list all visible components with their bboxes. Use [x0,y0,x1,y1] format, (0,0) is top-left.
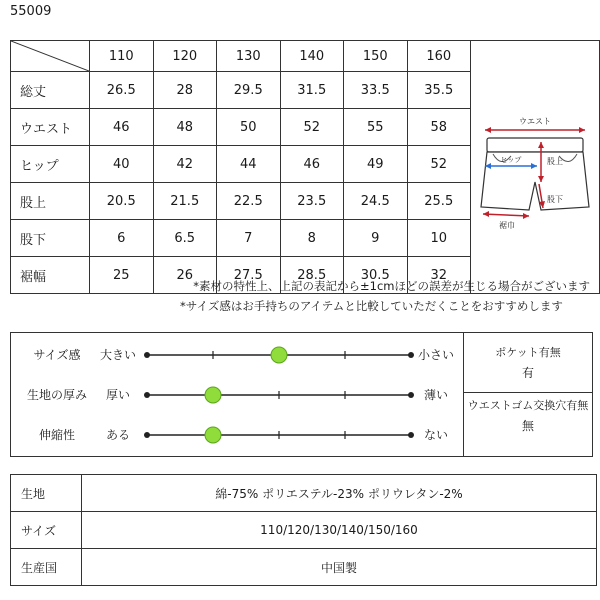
feel-row-size [11,345,463,365]
scale-end-dot [408,352,414,358]
scale-end-dot [408,392,414,398]
scale-end-dot [144,392,150,398]
feel-scale [139,385,419,405]
table-cell: 30.5 [344,257,408,294]
pocket-title: ポケット有無 [495,345,561,359]
table-cell: 9 [344,220,408,257]
notes [170,276,590,316]
table-cell: 28 [153,72,217,109]
spec-key: サイズ [11,512,82,549]
table-cell: 50 [217,109,281,146]
spec-value: 110/120/130/140/150/160 [82,512,597,549]
feel-right-label: 薄い [423,388,448,402]
table-cell: 6.5 [153,220,217,257]
spec-table [10,474,597,586]
table-cell: 26 [153,257,217,294]
table-cell: 25.5 [407,183,471,220]
scale-marker [205,387,221,403]
scale-end-dot [144,352,150,358]
scale-end-dot [408,432,414,438]
hem-arrow [483,214,529,216]
table-cell: 49 [344,146,408,183]
table-cell: 8 [280,220,344,257]
feel-right-label: 小さい [417,348,454,362]
pocket-value: 有 [521,365,534,380]
spec-row [11,512,597,549]
table-cell: 27.5 [217,257,281,294]
table-cell: 52 [407,146,471,183]
size-header: 160 [407,41,471,72]
table-cell: 52 [280,109,344,146]
feel-label: 伸縮性 [38,428,75,442]
feel-row-stretch [11,425,463,445]
spec-key: 生地 [11,475,82,512]
row-label: 股下 [11,220,90,257]
table-cell: 48 [153,109,217,146]
feel-left-label: 大きい [99,348,136,362]
table-cell: 42 [153,146,217,183]
table-cell: 21.5 [153,183,217,220]
feel-row-thickness [11,385,463,405]
shorts-diagram [471,102,599,232]
scale-marker [205,427,221,443]
table-cell: 20.5 [90,183,154,220]
feel-scale [139,345,419,365]
table-cell: 58 [407,109,471,146]
table-cell: 46 [90,109,154,146]
scale-end-dot [144,432,150,438]
elastic-hole-value: 無 [521,419,534,433]
table-cell: 40 [90,146,154,183]
spec-value: 綿-75% ポリエステル-23% ポリウレタン-2% [82,475,597,512]
table-cell: 35.5 [407,72,471,109]
table-cell: 32 [407,257,471,294]
row-label: ヒップ [11,146,90,183]
table-cell: 6 [90,220,154,257]
feel-label: 生地の厚み [26,388,87,402]
table-cell: 22.5 [217,183,281,220]
product-code: 55009 [10,4,52,19]
row-label: 総丈 [11,72,90,109]
inseam-label: 股下 [547,195,563,204]
hem-label: 裾巾 [499,221,515,230]
table-cell: 23.5 [280,183,344,220]
row-label: 裾幅 [11,257,90,294]
size-header-row [11,41,600,72]
row-label: ウエスト [11,109,90,146]
feel-right-label: ない [423,428,448,442]
table-cell: 31.5 [280,72,344,109]
note-tolerance: *素材の特性上、上記の表記から±1cmほどの誤差が生じる場合がございます [193,279,590,293]
table-cell: 44 [217,146,281,183]
size-header: 120 [153,41,217,72]
elastic-hole-cell [464,393,593,457]
scale-marker [271,347,287,363]
note-compare: *サイズ感はお手持ちのアイテムと比較していただくことをおすすめします [180,299,563,313]
corner-cell [11,41,90,72]
size-header: 130 [217,41,281,72]
spec-row [11,475,597,512]
table-cell: 25 [90,257,154,294]
table-cell: 46 [280,146,344,183]
size-header: 140 [280,41,344,72]
elastic-hole-title: ウエストゴム交換穴有無 [467,399,589,412]
feel-table [10,332,593,457]
spec-key: 生産国 [11,549,82,586]
corner-diagonal [11,41,89,71]
table-cell: 10 [407,220,471,257]
table-cell: 55 [344,109,408,146]
table-cell: 24.5 [344,183,408,220]
row-label: 股上 [11,183,90,220]
size-header: 110 [90,41,154,72]
waistband [487,138,583,152]
rise-label: 股上 [547,157,563,166]
table-cell: 7 [217,220,281,257]
table-cell: 26.5 [90,72,154,109]
spec-row [11,549,597,586]
feel-left-label: 厚い [105,388,130,402]
waist-label: ウエスト [519,117,551,126]
feel-scale [139,425,419,445]
table-cell: 29.5 [217,72,281,109]
shorts-body [481,152,589,210]
table-cell: 33.5 [344,72,408,109]
diagram-cell [471,41,600,294]
feel-label: サイズ感 [33,348,81,362]
size-header: 150 [344,41,408,72]
feel-left-label: ある [105,428,130,442]
hip-label: ヒップ [500,156,522,164]
size-table [10,40,600,294]
pocket-cell [464,333,593,393]
feel-scales [11,333,464,457]
spec-value: 中国製 [82,549,597,586]
table-cell: 28.5 [280,257,344,294]
